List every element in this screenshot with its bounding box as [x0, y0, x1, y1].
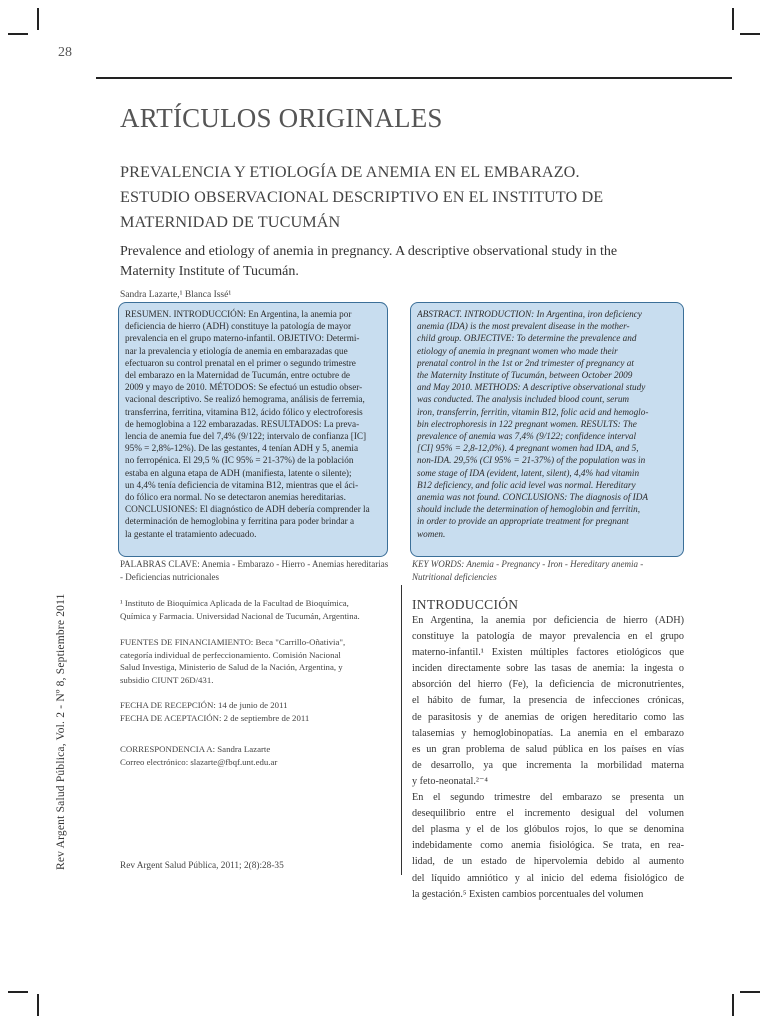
abstract-line: anemia (IDA) is the most prevalent disease in the mother- [417, 321, 630, 332]
paragraph-line: y feto-neonatal.²⁻⁴ [412, 775, 488, 787]
paragraph-line: talasemias y hemoglobinopatías. La anemia en el embarazo [412, 727, 684, 739]
abstract-line: some stage of IDA (evident, latent, silent), 4,4% had vitamin [417, 467, 640, 478]
abstract-line: etiology of anemia in pregnant women who made their [417, 345, 618, 356]
crop-mark [740, 991, 760, 993]
introduction-heading: INTRODUCCIÓN [412, 597, 519, 612]
abstract-line: de hemoglobina a 122 embarazadas. RESULTADOS: La preva- [125, 418, 360, 429]
abstract-line: CONCLUSIONES: El diagnóstico de ADH debería comprender la [125, 504, 370, 515]
crop-mark [732, 994, 734, 1016]
journal-side-label: Rev Argent Salud Pública, Vol. 2 - Nº 8, Septiembre 2011 [55, 593, 67, 870]
abstract-line: should include the determination of hemoglobin and ferritin, [417, 504, 641, 515]
abstract-line: lencia de anemia fue del 7,4% (9/122; intervalo de confianza [IC] [125, 431, 367, 442]
affiliation-line: Química y Farmacia. Universidad Nacional de Tucumán, Argentina. [120, 610, 360, 621]
abstract-line: B12 deficiency, and folic acid level was normal. Hereditary [417, 479, 636, 490]
authors: Sandra Lazarte,¹ Blanca Issé¹ [120, 290, 232, 300]
correspondence [120, 743, 390, 768]
date-line: FECHA DE RECEPCIÓN: 14 de junio de 2011 [120, 700, 288, 710]
paragraph-line: del plasma y el de los glóbulos rojos, lo que se denomina [412, 824, 684, 836]
funding-line: FUENTES DE FINANCIAMIENTO: Beca "Carrillo-Oñativia", [120, 637, 346, 647]
affiliation [120, 597, 390, 622]
crop-mark [8, 33, 28, 35]
title-line: MATERNIDAD DE TUCUMÁN [120, 213, 341, 231]
abstract-line: non-IDA. 29,5% (CI 95% = 21-37%) of the population was in [417, 455, 646, 466]
citation: Rev Argent Salud Pública, 2011; 2(8):28-35 [120, 861, 284, 871]
crop-mark [37, 8, 39, 30]
abstract-line: prevalencia en el grupo materno-infantil. OBJETIVO: Determi- [125, 333, 360, 344]
paragraph-line: el hábito de fumar, la presencia de infecciones crónicas, [412, 695, 684, 707]
funding-line: categoría individual de perfeccionamiento. Comisión Nacional [120, 649, 341, 660]
abstract-english-box [410, 302, 684, 557]
abstract-line: anemia was not found. CONCLUSIONS: The diagnosis of IDA [417, 492, 648, 503]
abstract-line: 95% = 2,8%-12%). De las gestantes, 4 tenían ADH y 5, anemia [125, 443, 359, 454]
abstract-line: prenatal control in the 1st or 2nd trimester of pregnancy at [417, 357, 634, 368]
title-line: ESTUDIO OBSERVACIONAL DESCRIPTIVO EN EL INSTITUTO DE [120, 188, 604, 206]
date-line: FECHA DE ACEPTACIÓN: 2 de septiembre de 2011 [120, 712, 310, 723]
abstract-line: vacional descriptivo. Se realizó hemograma, análisis de ferremia, [125, 394, 365, 405]
paragraph-line: materno-infantil.¹ Existen múltiples factores etiológicos que [412, 647, 684, 659]
paragraph-line: de desarrollo, ya que incrementa la morbilidad materna [412, 759, 684, 771]
keywords-english [412, 558, 692, 584]
abstract-line: was conducted. The analysis included blood count, serum [417, 394, 630, 405]
page-number: 28 [58, 45, 72, 60]
funding [120, 636, 390, 686]
paragraph-line: lidad, de un estado de hipervolemia debido al aumento [412, 856, 684, 868]
funding-line: subsidio CIUNT 26D/431. [120, 674, 214, 685]
abstract-line: RESUMEN. INTRODUCCIÓN: En Argentina, la anemia por [125, 309, 352, 319]
abstract-line: 2009 y mayo de 2010. MÉTODOS: Se efectuó un estudio obser- [125, 382, 363, 393]
title-line: PREVALENCIA Y ETIOLOGÍA DE ANEMIA EN EL EMBARAZO. [120, 163, 580, 181]
abstract-line: la gestante el tratamiento adecuado. [125, 528, 257, 539]
abstract-line: and May 2010. METHODS: A descriptive observational study [417, 382, 646, 393]
crop-mark [8, 991, 28, 993]
article-title [120, 160, 604, 235]
abstract-line: women. [417, 528, 446, 539]
abstract-line: determinación de hemoglobina y ferritina para poder brindar a [125, 516, 355, 527]
abstract-line: [CI] 95% = 2,8-12,0%). 4 pregnant women had IDA, and 5, [417, 443, 639, 454]
affiliation-line: ¹ Instituto de Bioquímica Aplicada de la Facultad de Bioquímica, [120, 598, 349, 608]
crop-mark [740, 33, 760, 35]
abstract-line: transferrina, ferritina, vitamina B12, ácido fólico y electroforesis [125, 406, 363, 417]
keywords-line: - Deficiencias nutricionales [120, 572, 219, 582]
abstract-line: del embarazo en la Maternidad de Tucumán, entre octubre de [125, 370, 351, 381]
english-title-line: Prevalence and etiology of anemia in pregnancy. A descriptive observational study in the [120, 244, 618, 259]
english-title-line: Maternity Institute of Tucumán. [120, 264, 299, 279]
paragraph-line: es un gran problema de salud pública en los países en vías [412, 743, 684, 755]
correspondence-line: CORRESPONDENCIA A: Sandra Lazarte [120, 744, 271, 754]
section-heading: ARTÍCULOS ORIGINALES [120, 103, 443, 133]
paragraph-line: indebidamente como anemia fisiológica. Se trata, en rea- [412, 840, 684, 852]
paragraph-line: desequilibrio entre el incremento desigual del volumen [412, 808, 684, 820]
funding-line: Salud Investiga, Ministerio de Salud de la Nación, Argentina, y [120, 662, 343, 672]
abstract-line: un 4,4% tenía deficiencia de vitamina B12, mientras que el áci- [125, 479, 359, 490]
paragraph-line: del líquido amniótico y al inicio del edema fisiológico de [412, 872, 684, 884]
abstract-line: do fólico era normal. No se detectaron anemias hereditarias. [125, 492, 346, 503]
paragraph-line: de parasitosis y de anemias de origen hereditario como las [412, 711, 684, 723]
paragraph-line: absorción del hierro (Fe), la deficiencia de micronutrientes, [412, 679, 684, 691]
keywords-line: PALABRAS CLAVE: Anemia - Embarazo - Hierro - Anemias hereditarias [120, 559, 389, 569]
introduction-body [412, 613, 684, 903]
keywords-spanish [120, 558, 390, 584]
abstract-line: deficiencia de hierro (ADH) constituye la patología de mayor [125, 321, 352, 332]
abstract-line: the Maternity Institute of Tucumán, between October 2009 [417, 370, 633, 381]
abstract-line: estaba en alguna etapa de ADH (manifiesta, latente o silente); [125, 467, 352, 478]
english-title [120, 242, 690, 282]
abstract-line: prevalence of anemia was 7,4% (9/122; confidence interval [417, 431, 637, 442]
abstract-line: efectuaron su control prenatal en el primer o segundo trimestre [125, 357, 356, 368]
abstract-line: child group. OBJECTIVE: To determine the prevalence and [417, 333, 637, 344]
dates [120, 699, 390, 724]
abstract-line: nar la prevalencia y etiología de anemia en embarazadas que [125, 345, 348, 356]
abstract-line: ABSTRACT. INTRODUCTION: In Argentina, iron deficiency [417, 309, 642, 319]
keywords-line: KEY WORDS: Anemia - Pregnancy - Iron - Hereditary anemia - [412, 559, 644, 569]
abstract-line: iron, transferrin, ferritin, vitamin B12, folic acid and hemoglo- [417, 406, 649, 417]
abstract-line: bin electrophoresis in 122 pregnant women. RESULTS: The [417, 418, 637, 429]
correspondence-line: Correo electrónico: slazarte@fbqf.unt.edu.ar [120, 756, 278, 767]
paragraph-line: la gestación.⁵ Existen cambios porcentuales del volumen [412, 888, 644, 900]
abstract-line: in order to provide an appropriate treatment for pregnant [417, 516, 629, 527]
crop-mark [732, 8, 734, 30]
crop-mark [37, 994, 39, 1016]
paragraph-line: En Argentina, la anemia por deficiencia de hierro (ADH) [412, 615, 684, 626]
paragraph-line: constituye la patología de mayor prevalencia en el grupo [412, 631, 684, 643]
header-rule [96, 77, 732, 79]
keywords-line: Nutritional deficiencies [412, 572, 497, 582]
paragraph-line: En el segundo trimestre del embarazo se presenta un [412, 792, 684, 804]
abstract-spanish-box [118, 302, 388, 557]
abstract-line: no ferropénica. El 29,5 % (IC 95% = 21-37%) de la población [125, 455, 354, 466]
column-divider [401, 585, 402, 875]
paragraph-line: inciden directamente sobre las tasas de anemia: la ingesta o [412, 663, 684, 675]
